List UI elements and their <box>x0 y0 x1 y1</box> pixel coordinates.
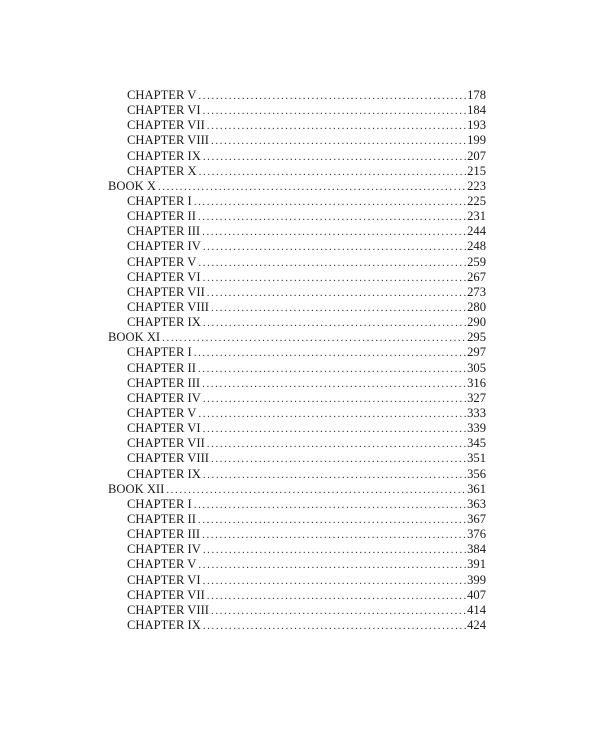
toc-entry-label: BOOK XI <box>108 330 161 345</box>
toc-entry-label: CHAPTER I <box>127 193 192 208</box>
toc-entry-page-number: 391 <box>467 557 486 572</box>
toc-entry-label: CHAPTER IX <box>127 466 201 481</box>
toc-dot-leader <box>211 604 466 619</box>
toc-book-entry <box>108 482 486 497</box>
toc-entry-label: CHAPTER VIII <box>127 602 209 617</box>
toc-entry-page-number: 199 <box>467 133 486 148</box>
toc-entry-page-number: 267 <box>467 269 486 284</box>
toc-entry-label: CHAPTER VII <box>127 587 205 602</box>
toc-dot-leader <box>203 574 467 589</box>
toc-chapter-entry <box>108 88 486 103</box>
toc-chapter-entry <box>108 618 486 633</box>
toc-dot-leader <box>198 256 466 271</box>
toc-entry-page-number: 259 <box>467 254 486 269</box>
toc-chapter-entry <box>108 406 486 421</box>
toc-entry-label: CHAPTER I <box>127 496 192 511</box>
toc-dot-leader <box>202 528 466 543</box>
toc-chapter-entry <box>108 421 486 436</box>
toc-entry-page-number: 367 <box>467 511 486 526</box>
toc-dot-leader <box>207 286 466 301</box>
toc-dot-leader <box>207 119 466 134</box>
toc-entry-page-number: 215 <box>467 163 486 178</box>
toc-dot-leader <box>198 89 466 104</box>
toc-entry-page-number: 351 <box>467 451 486 466</box>
toc-entry-label: CHAPTER VIII <box>127 299 209 314</box>
toc-dot-leader <box>203 271 467 286</box>
toc-entry-page-number: 345 <box>467 436 486 451</box>
toc-entry-page-number: 305 <box>467 360 486 375</box>
toc-entry-page-number: 316 <box>467 375 486 390</box>
toc-entry-label: CHAPTER III <box>127 527 201 542</box>
toc-entry-page-number: 376 <box>467 527 486 542</box>
toc-entry-label: CHAPTER VI <box>127 103 201 118</box>
toc-entry-page-number: 244 <box>467 224 486 239</box>
toc-chapter-entry <box>108 224 486 239</box>
toc-book-entry <box>108 179 486 194</box>
toc-entry-page-number: 424 <box>467 617 486 632</box>
toc-entry-page-number: 225 <box>467 193 486 208</box>
toc-entry-page-number: 193 <box>467 118 486 133</box>
toc-chapter-entry <box>108 391 486 406</box>
toc-entry-label: CHAPTER VI <box>127 572 201 587</box>
toc-dot-leader <box>211 134 466 149</box>
toc-entry-page-number: 231 <box>467 209 486 224</box>
toc-chapter-entry <box>108 527 486 542</box>
toc-dot-leader <box>162 331 466 346</box>
toc-chapter-entry <box>108 436 486 451</box>
toc-entry-label: CHAPTER I <box>127 345 192 360</box>
toc-chapter-entry <box>108 118 486 133</box>
toc-entry-label: CHAPTER V <box>127 557 197 572</box>
toc-entry-page-number: 178 <box>467 88 486 102</box>
toc-chapter-entry <box>108 451 486 466</box>
toc-entry-label: CHAPTER X <box>127 163 197 178</box>
toc-dot-leader <box>202 377 466 392</box>
toc-chapter-entry <box>108 361 486 376</box>
toc-entry-page-number: 290 <box>467 315 486 330</box>
toc-dot-leader <box>211 452 466 467</box>
toc-chapter-entry <box>108 345 486 360</box>
toc-chapter-entry <box>108 270 486 285</box>
toc-entry-page-number: 339 <box>467 421 486 436</box>
toc-entry-label: CHAPTER VIII <box>127 133 209 148</box>
toc-entry-label: CHAPTER II <box>127 209 196 224</box>
toc-chapter-entry <box>108 285 486 300</box>
toc-entry-page-number: 363 <box>467 496 486 511</box>
toc-entry-label: CHAPTER VIII <box>127 451 209 466</box>
toc-dot-leader <box>207 437 466 452</box>
toc-entry-page-number: 356 <box>467 466 486 481</box>
toc-dot-leader <box>203 150 466 165</box>
toc-dot-leader <box>158 180 466 195</box>
toc-entry-page-number: 407 <box>467 587 486 602</box>
toc-dot-leader <box>203 422 467 437</box>
toc-chapter-entry <box>108 103 486 118</box>
toc-entry-label: CHAPTER V <box>127 405 197 420</box>
toc-dot-leader <box>198 558 466 573</box>
toc-chapter-entry <box>108 194 486 209</box>
toc-chapter-entry <box>108 376 486 391</box>
toc-entry-page-number: 273 <box>467 284 486 299</box>
toc-chapter-entry <box>108 467 486 482</box>
toc-entry-page-number: 223 <box>467 178 486 193</box>
toc-dot-leader <box>207 589 466 604</box>
toc-dot-leader <box>203 392 466 407</box>
toc-entry-label: CHAPTER VI <box>127 421 201 436</box>
toc-chapter-entry <box>108 315 486 330</box>
toc-chapter-entry <box>108 239 486 254</box>
toc-entry-page-number: 333 <box>467 405 486 420</box>
toc-dot-leader <box>198 513 466 528</box>
toc-entry-label: CHAPTER IX <box>127 315 201 330</box>
toc-chapter-entry <box>108 557 486 572</box>
toc-entry-page-number: 384 <box>467 542 486 557</box>
toc-entry-label: CHAPTER III <box>127 224 201 239</box>
toc-dot-leader <box>203 104 467 119</box>
toc-chapter-entry <box>108 149 486 164</box>
toc-entry-label: CHAPTER II <box>127 511 196 526</box>
toc-entry-page-number: 295 <box>467 330 486 345</box>
toc-dot-leader <box>194 498 466 513</box>
toc-entry-label: CHAPTER VII <box>127 118 205 133</box>
toc-dot-leader <box>203 240 466 255</box>
toc-entry-label: CHAPTER IV <box>127 390 201 405</box>
toc-entry-page-number: 327 <box>467 390 486 405</box>
toc-entry-page-number: 297 <box>467 345 486 360</box>
toc-entry-label: BOOK XII <box>108 481 165 496</box>
toc-dot-leader <box>198 210 466 225</box>
toc-entry-label: CHAPTER V <box>127 88 197 102</box>
toc-entry-page-number: 414 <box>467 602 486 617</box>
toc-dot-leader <box>203 619 466 634</box>
toc-entry-label: CHAPTER III <box>127 375 201 390</box>
toc-entry-label: CHAPTER VI <box>127 269 201 284</box>
toc-chapter-entry <box>108 300 486 315</box>
toc-dot-leader <box>203 316 466 331</box>
toc-entry-page-number: 184 <box>467 103 486 118</box>
toc-dot-leader <box>202 225 466 240</box>
toc-chapter-entry <box>108 164 486 179</box>
toc-chapter-entry <box>108 542 486 557</box>
toc-entry-page-number: 207 <box>467 148 486 163</box>
toc-entry-label: CHAPTER VII <box>127 436 205 451</box>
toc-book-entry <box>108 330 486 345</box>
table-of-contents <box>108 88 486 633</box>
toc-entry-label: CHAPTER IX <box>127 617 201 632</box>
toc-chapter-entry <box>108 133 486 148</box>
toc-entry-page-number: 361 <box>467 481 486 496</box>
toc-chapter-entry <box>108 209 486 224</box>
toc-entry-label: CHAPTER IV <box>127 239 201 254</box>
toc-chapter-entry <box>108 497 486 512</box>
toc-entry-label: CHAPTER IV <box>127 542 201 557</box>
toc-entry-page-number: 280 <box>467 299 486 314</box>
toc-chapter-entry <box>108 573 486 588</box>
toc-chapter-entry <box>108 512 486 527</box>
toc-entry-label: CHAPTER V <box>127 254 197 269</box>
toc-entry-label: CHAPTER IX <box>127 148 201 163</box>
toc-chapter-entry <box>108 603 486 618</box>
toc-dot-leader <box>194 195 466 210</box>
toc-dot-leader <box>203 468 466 483</box>
toc-entry-page-number: 399 <box>467 572 486 587</box>
toc-chapter-entry <box>108 588 486 603</box>
toc-dot-leader <box>166 483 466 498</box>
toc-dot-leader <box>198 362 466 377</box>
toc-dot-leader <box>198 407 466 422</box>
toc-entry-label: CHAPTER VII <box>127 284 205 299</box>
toc-entry-label: CHAPTER II <box>127 360 196 375</box>
toc-entry-label: BOOK X <box>108 178 156 193</box>
toc-chapter-entry <box>108 255 486 270</box>
toc-entry-page-number: 248 <box>467 239 486 254</box>
toc-dot-leader <box>199 165 466 180</box>
toc-dot-leader <box>211 301 466 316</box>
toc-dot-leader <box>194 346 466 361</box>
toc-dot-leader <box>203 543 466 558</box>
